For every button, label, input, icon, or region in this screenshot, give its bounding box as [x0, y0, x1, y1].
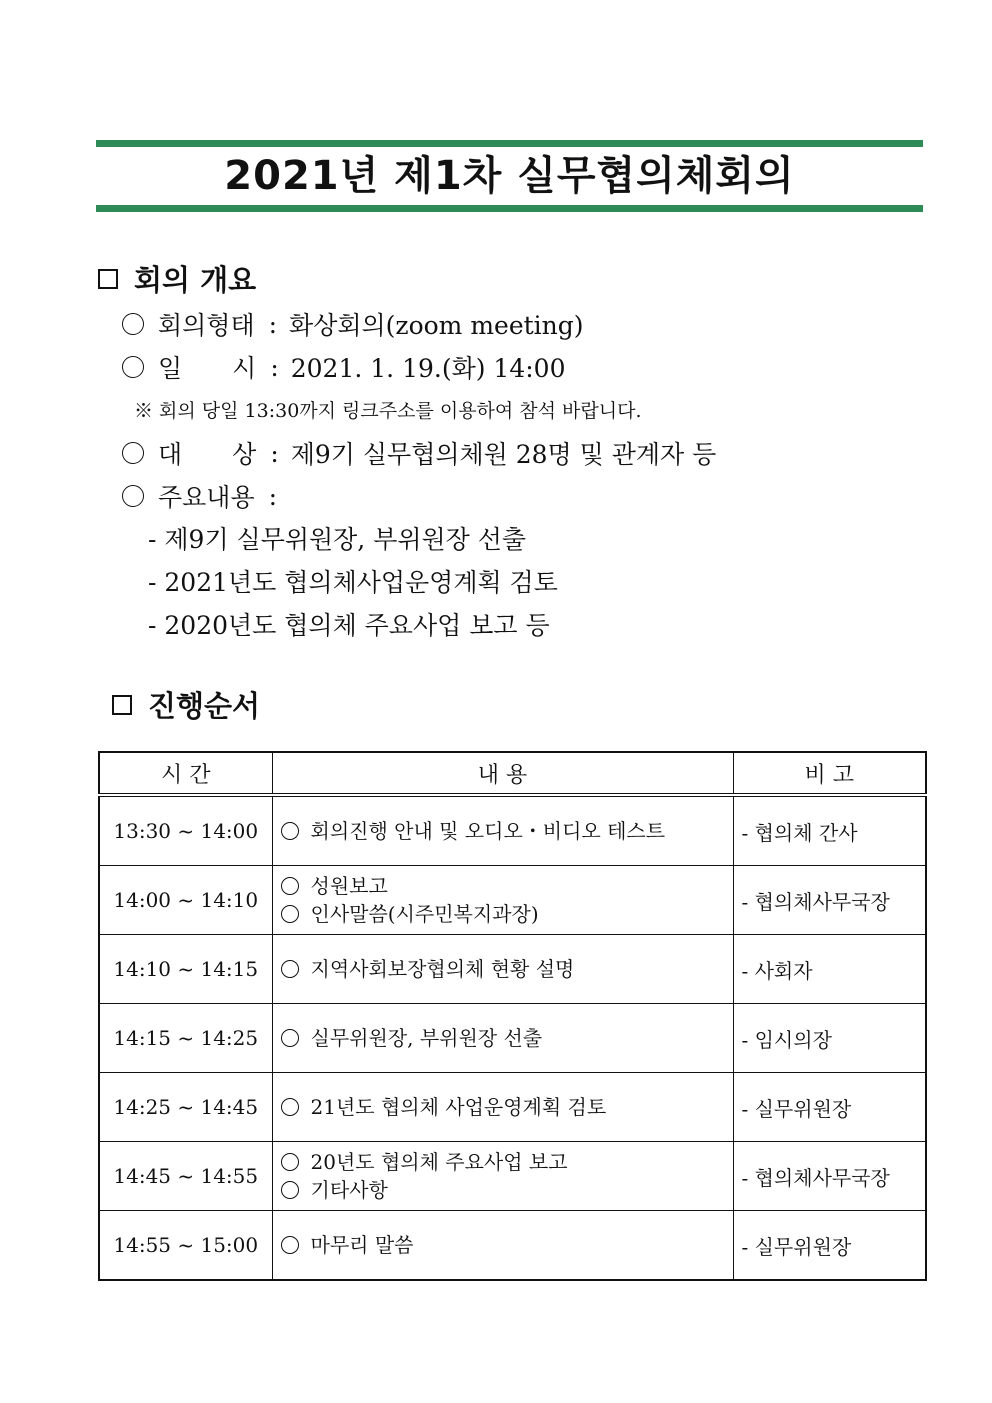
circle-bullet-icon [281, 960, 299, 978]
main-content-item: - 2020년도 협의체 주요사업 보고 등 [148, 611, 550, 640]
circle-bullet-icon [281, 1153, 299, 1171]
agenda-heading [112, 684, 260, 725]
attendance-note: ※ 회의 당일 13:30까지 링크주소를 이용하여 참석 바랍니다. [134, 400, 642, 422]
content-item [281, 872, 725, 900]
content-item [281, 1024, 725, 1052]
time-cell: 14:25 ~ 14:45 [99, 1073, 272, 1142]
content-text: 21년도 협의체 사업운영계획 검토 [310, 1095, 607, 1119]
title-top-bar [96, 140, 923, 147]
circle-bullet-icon [281, 1181, 299, 1199]
item-value: 제9기 실무협의체원 28명 및 관계자 등 [290, 440, 717, 469]
table-row [99, 1211, 926, 1281]
item-value: 화상회의(zoom meeting) [289, 311, 584, 340]
table-row [99, 1004, 926, 1073]
content-text: 인사말씀(시주민복지과장) [310, 902, 539, 926]
note-cell: - 협의체 간사 [733, 795, 926, 866]
circle-bullet-icon [281, 905, 299, 923]
title-block [96, 140, 923, 212]
item-label: 회의형태 [158, 311, 255, 340]
content-cell [272, 1142, 733, 1211]
content-cell [272, 1211, 733, 1281]
content-cell [272, 795, 733, 866]
content-item [281, 1176, 725, 1204]
circle-bullet-icon [122, 356, 144, 378]
content-text: 기타사항 [310, 1178, 388, 1202]
circle-bullet-icon [281, 877, 299, 895]
content-item [281, 900, 725, 928]
overview-item-datetime [122, 349, 565, 385]
note-cell: - 실무위원장 [733, 1211, 926, 1281]
circle-bullet-icon [281, 1029, 299, 1047]
content-item [281, 955, 725, 983]
square-bullet-icon [112, 695, 132, 715]
circle-bullet-icon [281, 822, 299, 840]
note-cell: - 협의체사무국장 [733, 866, 926, 935]
content-cell [272, 1073, 733, 1142]
note-cell: - 임시의장 [733, 1004, 926, 1073]
overview-heading [98, 258, 256, 299]
content-item [281, 1231, 725, 1259]
circle-bullet-icon [122, 485, 144, 507]
item-value: 2021. 1. 19.(화) 14:00 [290, 354, 566, 383]
header-note: 비 고 [733, 752, 926, 795]
content-text: 지역사회보장협의체 현황 설명 [310, 957, 575, 981]
content-cell [272, 1004, 733, 1073]
table-row [99, 866, 926, 935]
content-text: 회의진행 안내 및 오디오・비디오 테스트 [310, 819, 666, 843]
time-cell: 14:45 ~ 14:55 [99, 1142, 272, 1211]
content-text: 20년도 협의체 주요사업 보고 [310, 1150, 568, 1174]
content-text: 성원보고 [310, 874, 388, 898]
table-row [99, 935, 926, 1004]
circle-bullet-icon [122, 442, 144, 464]
agenda-table [98, 751, 927, 1281]
agenda-heading-text: 진행순서 [148, 689, 261, 723]
item-label: 주요내용 [158, 483, 255, 512]
overview-item-main-content [122, 478, 277, 514]
overview-item-target [122, 435, 716, 471]
content-item [281, 1148, 725, 1176]
circle-bullet-icon [122, 313, 144, 335]
colon-separator: : [268, 309, 278, 339]
header-content: 내 용 [272, 752, 733, 795]
header-time: 시 간 [99, 752, 272, 795]
item-label: 일 시 [158, 354, 257, 383]
square-bullet-icon [98, 269, 118, 289]
main-content-item: - 2021년도 협의체사업운영계획 검토 [148, 568, 558, 597]
time-cell: 14:00 ~ 14:10 [99, 866, 272, 935]
main-content-item: - 제9기 실무위원장, 부위원장 선출 [148, 525, 527, 554]
overview-item-format [122, 306, 584, 342]
title-bottom-bar [96, 205, 923, 212]
table-row [99, 795, 926, 866]
colon-separator: : [270, 352, 279, 382]
content-cell [272, 866, 733, 935]
note-cell: - 실무위원장 [733, 1073, 926, 1142]
table-row [99, 1142, 926, 1211]
table-header-row [99, 752, 926, 795]
content-cell [272, 935, 733, 1004]
circle-bullet-icon [281, 1236, 299, 1254]
circle-bullet-icon [281, 1098, 299, 1116]
time-cell: 13:30 ~ 14:00 [99, 795, 272, 866]
note-cell: - 협의체사무국장 [733, 1142, 926, 1211]
content-item [281, 817, 725, 845]
content-text: 마무리 말씀 [310, 1233, 414, 1257]
page-title: 2021년 제1차 실무협의체회의 [224, 153, 795, 199]
time-cell: 14:15 ~ 14:25 [99, 1004, 272, 1073]
note-cell: - 사회자 [733, 935, 926, 1004]
content-text: 실무위원장, 부위원장 선출 [310, 1026, 543, 1050]
time-cell: 14:55 ~ 15:00 [99, 1211, 272, 1281]
item-label: 대 상 [158, 440, 257, 469]
content-item [281, 1093, 725, 1121]
table-row [99, 1073, 926, 1142]
time-cell: 14:10 ~ 14:15 [99, 935, 272, 1004]
overview-heading-text: 회의 개요 [134, 263, 257, 297]
colon-separator: : [270, 438, 279, 468]
colon-separator: : [268, 481, 278, 511]
